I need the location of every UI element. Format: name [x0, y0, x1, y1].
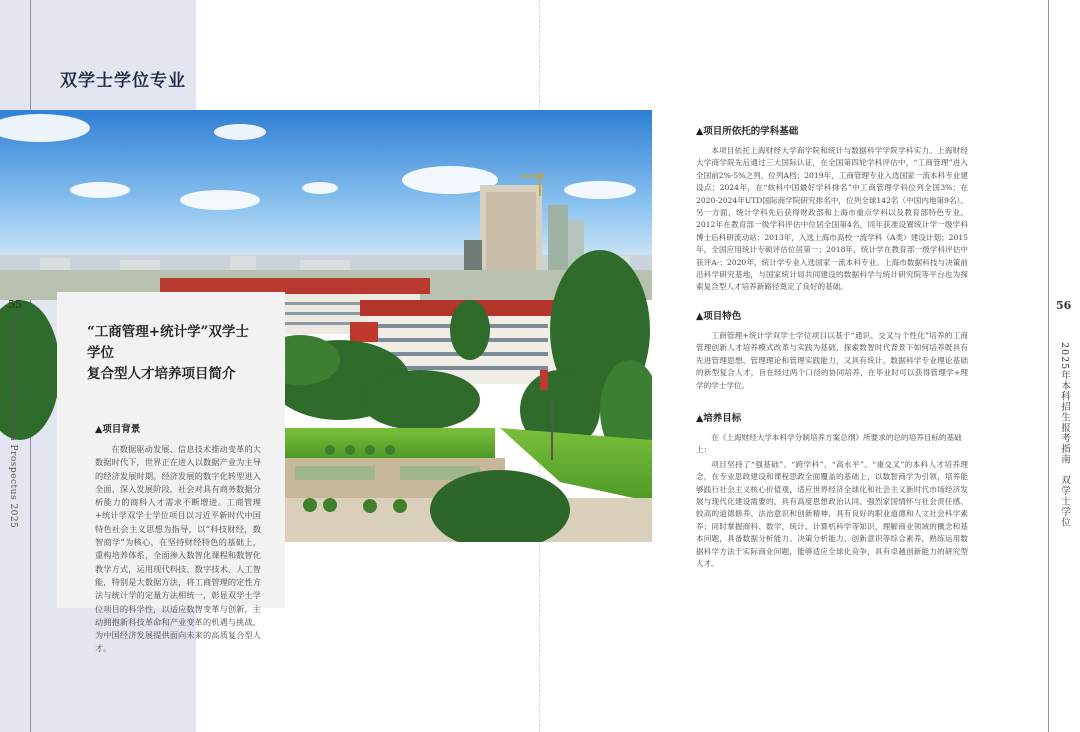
background-heading: ▲项目背景: [95, 424, 141, 435]
side-caption-right: 2025年本科招生报考指南 双学士学位: [1059, 342, 1070, 528]
goals-heading: ▲培养目标: [696, 413, 742, 424]
goals-intro: 在《上海财经大学本科学分制培养方案总纲》所要求的总的培养目标的基础上：: [696, 433, 962, 455]
features-text: 工商管理+统计学双学士学位项目以基于“通识、交叉与个性化”培养的工商管理创新人才培养模式改革与实践为基础，探索数智时代背景下如何培养既具有先进管理思想、管理理论和管理实践能力，又具有统计、数据科学专业理论基础的新型复合人才，旨在经过两个口径的协同培养，在毕业时可以获得管理学+理学的学士学位。: [696, 331, 968, 390]
page-number-left: 55: [8, 298, 22, 311]
side-caption-left: Undergraduate Program Prospectus 2025: [8, 318, 18, 529]
background-text: 在数据驱动发展、信息技术推动变革的大数据时代下，世界正在进入以数据产业为主导的经济发展时期。经济发展的数字化转型进入全面、深入发展阶段，社会对具有商务数据分析能力的商科人才需求不断增进。工商管理+统计学双学士学位项目以习近平新时代中国特色社会主义思想为指导，以“科技财经，数智商学”为核心，在坚持财经特色的基础上，重构培养体系，全面渗入数智化课程和数智化教学方式，运用现代科技、数字技术、人工智能，特别是大数据方法，将工商管理的定性方法与统计学的定量方法相统一，彰显双学士学位项目的科学性，以适应数智变革与创新，主动拥抱新科技革命和产业变革的机遇与挑战，为中国经济发展提供面向未来的高质复合型人才。: [95, 444, 261, 654]
page-number-right: 56: [1056, 299, 1072, 312]
discipline-text: 本项目依托上海财经大学商学院和统计与数据科学学院学科实力。上海财经大学商学院先后通过三大国际认证，在全国第四轮学科评估中，“工商管理”进入全国前2%-5%之列，位列A档；2019年，工商管理专业入选国家一流本科专业建设点；2024年，在“软科中国最好学科排名”中工商管理学科位列全国3%；在2020-2024年UTD国际商学院研究排名中，位列全球142名（中国内地第9名）。另一方面，统计学科先后获得财政部和上海市重点学科以及教育部特色专业。2012年在教育部一级学科评估中位居全国第4名，同年获准设置统计学一级学科博士后科研流动站；2013年，入选上海市高校一流学科（A类）建设计划；2015年，全国应用统计专硕评估位居第一；2018年，统计学在教育部一级学科评估中获评A-；2020年，统计学专业入选国家一流本科专业。上海市数据科技与决策前沿科学研究基地，与国家统计局共同建设的数据科学与统计研究院等平台也为探索复合型人才培养新路径奠定了良好的基础。: [696, 146, 968, 292]
intro-card: [57, 292, 285, 654]
intro-title-line2: 复合型人才培养项目简介: [87, 366, 236, 382]
goals-text: 项目坚持了“强基础”、“跨学科”、“高水平”、“重交叉”的本科人才培养理念，在专业思政建设和课程思政全面覆盖的基础上，以数智商学为引领，培养能够践行社会主义核心价值观，适应世界经济全球化和社会主义新时代市场经济发展与现代化建设需要的，具有高度思想政治认同、强烈家国情怀与社会责任感、较高的道德修养、法治意识和创新精神，具有良好的职业道德和人文社会科学素养；同时掌握商科、数学、统计、计算机科学等知识，理解商业领域的概念和基本问题，具备数据分析能力、决策分析能力、创新意识等综合素养，熟练运用数据科学方法于实际商业问题，能够适应全球化竞争，具有卓越创新能力的研究型人才。: [696, 459, 968, 569]
intro-title: [87, 322, 261, 385]
discipline-section: [696, 123, 968, 294]
discipline-heading: ▲项目所依托的学科基础: [696, 126, 799, 137]
section-title: 双学士学位专业: [60, 71, 186, 91]
features-heading: ▲项目特色: [696, 311, 742, 322]
features-section: [696, 308, 968, 392]
right-margin-rule: [1048, 0, 1049, 732]
goals-section: [696, 410, 968, 570]
intro-title-line1: “工商管理+统计学”双学士学位: [87, 324, 249, 361]
